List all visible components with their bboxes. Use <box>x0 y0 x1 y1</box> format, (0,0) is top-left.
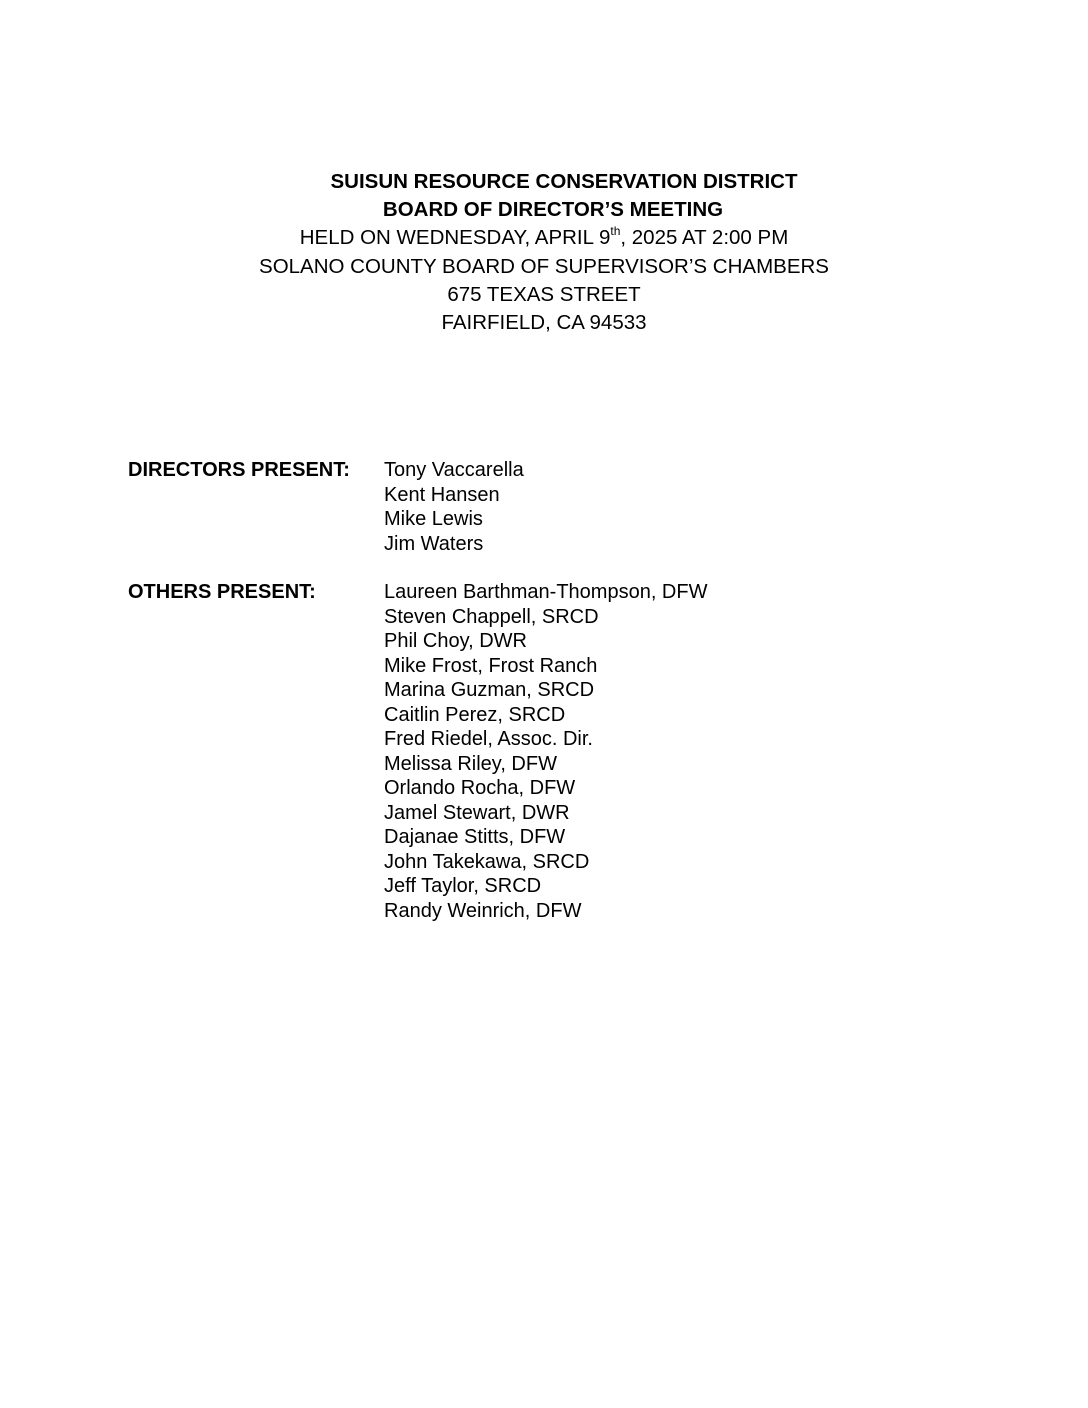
meeting-street: 675 TEXAS STREET <box>447 282 641 306</box>
meeting-venue: SOLANO COUNTY BOARD OF SUPERVISOR’S CHAMBERS <box>259 254 829 278</box>
meeting-date-ordinal: th <box>610 223 621 238</box>
attendee-name: John Takekawa, SRCD <box>384 850 590 873</box>
attendee-name: Caitlin Perez, SRCD <box>384 703 566 726</box>
attendee-name: Marina Guzman, SRCD <box>384 679 595 701</box>
attendee-name: Randy Weinrich, DFW <box>384 899 582 922</box>
attendee-name: Mike Frost, Frost Ranch <box>384 654 598 677</box>
attendee-name: Dajanae Stitts, DFW <box>384 826 566 848</box>
meeting-city: FAIRFIELD, CA 94533 <box>441 311 647 335</box>
organization-title: SUISUN RESOURCE CONSERVATION DISTRICT <box>330 170 798 193</box>
meeting-title: BOARD OF DIRECTOR’S MEETING <box>382 198 724 222</box>
attendee-name: Melissa Riley, DFW <box>384 752 557 775</box>
others-present-label: OTHERS PRESENT: <box>128 581 316 603</box>
attendee-name: Laureen Barthman-Thompson, DFW <box>384 581 708 603</box>
attendee-name: Jamel Stewart, DWR <box>384 801 570 824</box>
meeting-date-prefix: HELD ON WEDNESDAY, APRIL 9 <box>299 226 611 250</box>
director-name: Mike Lewis <box>384 508 483 530</box>
attendee-name: Jeff Taylor, SRCD <box>384 875 542 897</box>
meeting-date-line <box>0 224 1088 252</box>
meeting-date-suffix: , 2025 AT 2:00 PM <box>620 226 789 250</box>
attendee-name: Phil Choy, DWR <box>384 630 527 652</box>
attendee-name: Steven Chappell, SRCD <box>384 605 599 628</box>
meeting-header <box>0 168 1088 337</box>
director-name: Kent Hansen <box>384 483 500 506</box>
attendee-name: Orlando Rocha, DFW <box>384 777 576 799</box>
attendee-name: Fred Riedel, Assoc. Dir. <box>384 728 593 750</box>
directors-present-label: DIRECTORS PRESENT: <box>128 459 350 481</box>
director-name: Tony Vaccarella <box>384 459 524 481</box>
director-name: Jim Waters <box>384 532 484 555</box>
directors-present-list <box>384 458 524 556</box>
others-present-list <box>384 580 707 923</box>
